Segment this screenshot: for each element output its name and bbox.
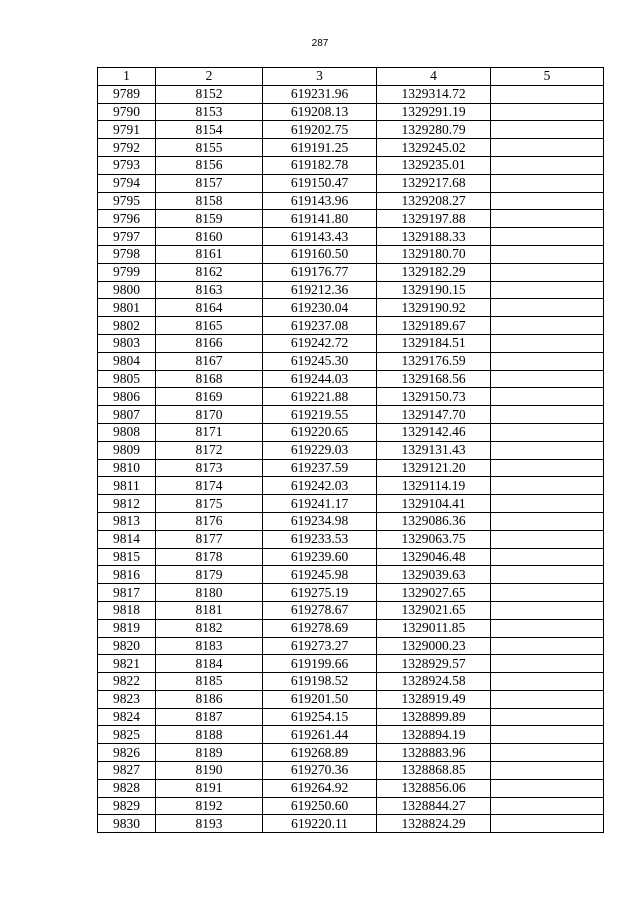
point-number-cell: 8176 <box>156 512 263 530</box>
point-number-cell: 8174 <box>156 477 263 495</box>
table-row <box>98 477 604 495</box>
point-number-cell: 8188 <box>156 726 263 744</box>
point-number-cell: 8169 <box>156 388 263 406</box>
point-number-cell: 8171 <box>156 423 263 441</box>
row-number-cell: 9814 <box>98 530 156 548</box>
point-number-cell: 8189 <box>156 744 263 762</box>
point-number-cell: 8153 <box>156 103 263 121</box>
y-coordinate-cell: 1329131.43 <box>377 441 491 459</box>
row-number-cell: 9792 <box>98 139 156 157</box>
y-coordinate-cell: 1328924.58 <box>377 673 491 691</box>
x-coordinate-cell: 619245.30 <box>263 352 377 370</box>
note-cell <box>491 495 604 513</box>
table-row <box>98 512 604 530</box>
table-row <box>98 174 604 192</box>
point-number-cell: 8166 <box>156 334 263 352</box>
point-number-cell: 8164 <box>156 299 263 317</box>
y-coordinate-cell: 1329000.23 <box>377 637 491 655</box>
row-number-cell: 9819 <box>98 619 156 637</box>
y-coordinate-cell: 1328899.89 <box>377 708 491 726</box>
note-cell <box>491 245 604 263</box>
table-row <box>98 121 604 139</box>
x-coordinate-cell: 619237.08 <box>263 317 377 335</box>
table-row <box>98 655 604 673</box>
x-coordinate-cell: 619208.13 <box>263 103 377 121</box>
note-cell <box>491 815 604 833</box>
point-number-cell: 8163 <box>156 281 263 299</box>
note-cell <box>491 370 604 388</box>
table-body <box>98 85 604 832</box>
x-coordinate-cell: 619191.25 <box>263 139 377 157</box>
note-cell <box>491 459 604 477</box>
column-header-5: 5 <box>491 68 604 86</box>
table-row <box>98 619 604 637</box>
note-cell <box>491 174 604 192</box>
x-coordinate-cell: 619176.77 <box>263 263 377 281</box>
note-cell <box>491 726 604 744</box>
note-cell <box>491 548 604 566</box>
point-number-cell: 8168 <box>156 370 263 388</box>
point-number-cell: 8182 <box>156 619 263 637</box>
x-coordinate-cell: 619141.80 <box>263 210 377 228</box>
note-cell <box>491 566 604 584</box>
x-coordinate-cell: 619242.72 <box>263 334 377 352</box>
point-number-cell: 8180 <box>156 584 263 602</box>
point-number-cell: 8157 <box>156 174 263 192</box>
point-number-cell: 8175 <box>156 495 263 513</box>
row-number-cell: 9823 <box>98 690 156 708</box>
point-number-cell: 8190 <box>156 762 263 780</box>
row-number-cell: 9807 <box>98 406 156 424</box>
y-coordinate-cell: 1329197.88 <box>377 210 491 228</box>
y-coordinate-cell: 1329280.79 <box>377 121 491 139</box>
point-number-cell: 8161 <box>156 245 263 263</box>
row-number-cell: 9813 <box>98 512 156 530</box>
note-cell <box>491 139 604 157</box>
note-cell <box>491 423 604 441</box>
y-coordinate-cell: 1329086.36 <box>377 512 491 530</box>
y-coordinate-cell: 1329184.51 <box>377 334 491 352</box>
y-coordinate-cell: 1329314.72 <box>377 85 491 103</box>
note-cell <box>491 690 604 708</box>
x-coordinate-cell: 619233.53 <box>263 530 377 548</box>
x-coordinate-cell: 619231.96 <box>263 85 377 103</box>
row-number-cell: 9795 <box>98 192 156 210</box>
table-row <box>98 103 604 121</box>
table-row <box>98 245 604 263</box>
point-number-cell: 8179 <box>156 566 263 584</box>
row-number-cell: 9798 <box>98 245 156 263</box>
x-coordinate-cell: 619239.60 <box>263 548 377 566</box>
table-row <box>98 192 604 210</box>
column-header-2: 2 <box>156 68 263 86</box>
x-coordinate-cell: 619264.92 <box>263 779 377 797</box>
table-row <box>98 779 604 797</box>
table-row <box>98 210 604 228</box>
row-number-cell: 9805 <box>98 370 156 388</box>
y-coordinate-cell: 1329027.65 <box>377 584 491 602</box>
note-cell <box>491 762 604 780</box>
table-row <box>98 317 604 335</box>
note-cell <box>491 121 604 139</box>
table-row <box>98 601 604 619</box>
row-number-cell: 9821 <box>98 655 156 673</box>
table-row <box>98 744 604 762</box>
row-number-cell: 9825 <box>98 726 156 744</box>
table-row <box>98 441 604 459</box>
y-coordinate-cell: 1329142.46 <box>377 423 491 441</box>
row-number-cell: 9820 <box>98 637 156 655</box>
row-number-cell: 9811 <box>98 477 156 495</box>
x-coordinate-cell: 619160.50 <box>263 245 377 263</box>
row-number-cell: 9827 <box>98 762 156 780</box>
note-cell <box>491 263 604 281</box>
x-coordinate-cell: 619143.96 <box>263 192 377 210</box>
row-number-cell: 9817 <box>98 584 156 602</box>
table-row <box>98 156 604 174</box>
x-coordinate-cell: 619237.59 <box>263 459 377 477</box>
point-number-cell: 8167 <box>156 352 263 370</box>
y-coordinate-cell: 1329176.59 <box>377 352 491 370</box>
x-coordinate-cell: 619143.43 <box>263 228 377 246</box>
point-number-cell: 8193 <box>156 815 263 833</box>
y-coordinate-cell: 1329189.67 <box>377 317 491 335</box>
y-coordinate-cell: 1329291.19 <box>377 103 491 121</box>
y-coordinate-cell: 1328868.85 <box>377 762 491 780</box>
y-coordinate-cell: 1328929.57 <box>377 655 491 673</box>
y-coordinate-cell: 1329190.15 <box>377 281 491 299</box>
table-row <box>98 228 604 246</box>
y-coordinate-cell: 1329039.63 <box>377 566 491 584</box>
x-coordinate-cell: 619212.36 <box>263 281 377 299</box>
y-coordinate-cell: 1329245.02 <box>377 139 491 157</box>
x-coordinate-cell: 619219.55 <box>263 406 377 424</box>
x-coordinate-cell: 619230.04 <box>263 299 377 317</box>
y-coordinate-cell: 1329150.73 <box>377 388 491 406</box>
row-number-cell: 9790 <box>98 103 156 121</box>
table-row <box>98 584 604 602</box>
note-cell <box>491 334 604 352</box>
point-number-cell: 8160 <box>156 228 263 246</box>
row-number-cell: 9828 <box>98 779 156 797</box>
row-number-cell: 9801 <box>98 299 156 317</box>
table-row <box>98 388 604 406</box>
x-coordinate-cell: 619199.66 <box>263 655 377 673</box>
row-number-cell: 9806 <box>98 388 156 406</box>
point-number-cell: 8181 <box>156 601 263 619</box>
table-row <box>98 281 604 299</box>
y-coordinate-cell: 1329021.65 <box>377 601 491 619</box>
note-cell <box>491 299 604 317</box>
table-row <box>98 726 604 744</box>
table-row <box>98 637 604 655</box>
point-number-cell: 8159 <box>156 210 263 228</box>
note-cell <box>491 210 604 228</box>
table-row <box>98 495 604 513</box>
y-coordinate-cell: 1328894.19 <box>377 726 491 744</box>
y-coordinate-cell: 1329011.85 <box>377 619 491 637</box>
y-coordinate-cell: 1329190.92 <box>377 299 491 317</box>
table-row <box>98 352 604 370</box>
point-number-cell: 8178 <box>156 548 263 566</box>
point-number-cell: 8177 <box>156 530 263 548</box>
y-coordinate-cell: 1329046.48 <box>377 548 491 566</box>
x-coordinate-cell: 619268.89 <box>263 744 377 762</box>
x-coordinate-cell: 619220.65 <box>263 423 377 441</box>
note-cell <box>491 156 604 174</box>
point-number-cell: 8156 <box>156 156 263 174</box>
note-cell <box>491 352 604 370</box>
row-number-cell: 9815 <box>98 548 156 566</box>
table-row <box>98 815 604 833</box>
row-number-cell: 9796 <box>98 210 156 228</box>
note-cell <box>491 512 604 530</box>
note-cell <box>491 779 604 797</box>
x-coordinate-cell: 619220.11 <box>263 815 377 833</box>
x-coordinate-cell: 619275.19 <box>263 584 377 602</box>
row-number-cell: 9800 <box>98 281 156 299</box>
row-number-cell: 9791 <box>98 121 156 139</box>
coordinates-table <box>97 67 604 833</box>
column-header-3: 3 <box>263 68 377 86</box>
note-cell <box>491 103 604 121</box>
row-number-cell: 9812 <box>98 495 156 513</box>
table-row <box>98 548 604 566</box>
row-number-cell: 9822 <box>98 673 156 691</box>
row-number-cell: 9789 <box>98 85 156 103</box>
note-cell <box>491 601 604 619</box>
x-coordinate-cell: 619229.03 <box>263 441 377 459</box>
point-number-cell: 8192 <box>156 797 263 815</box>
row-number-cell: 9797 <box>98 228 156 246</box>
table-row <box>98 334 604 352</box>
row-number-cell: 9824 <box>98 708 156 726</box>
table-row <box>98 673 604 691</box>
note-cell <box>491 530 604 548</box>
table-row <box>98 762 604 780</box>
table-row <box>98 139 604 157</box>
y-coordinate-cell: 1328824.29 <box>377 815 491 833</box>
x-coordinate-cell: 619273.27 <box>263 637 377 655</box>
point-number-cell: 8154 <box>156 121 263 139</box>
x-coordinate-cell: 619182.78 <box>263 156 377 174</box>
y-coordinate-cell: 1329147.70 <box>377 406 491 424</box>
row-number-cell: 9830 <box>98 815 156 833</box>
note-cell <box>491 85 604 103</box>
note-cell <box>491 744 604 762</box>
point-number-cell: 8191 <box>156 779 263 797</box>
y-coordinate-cell: 1329182.29 <box>377 263 491 281</box>
note-cell <box>491 388 604 406</box>
note-cell <box>491 619 604 637</box>
point-number-cell: 8155 <box>156 139 263 157</box>
y-coordinate-cell: 1329180.70 <box>377 245 491 263</box>
point-number-cell: 8172 <box>156 441 263 459</box>
x-coordinate-cell: 619278.69 <box>263 619 377 637</box>
table-row <box>98 690 604 708</box>
note-cell <box>491 584 604 602</box>
note-cell <box>491 797 604 815</box>
point-number-cell: 8162 <box>156 263 263 281</box>
note-cell <box>491 228 604 246</box>
row-number-cell: 9809 <box>98 441 156 459</box>
table-row <box>98 299 604 317</box>
x-coordinate-cell: 619278.67 <box>263 601 377 619</box>
point-number-cell: 8152 <box>156 85 263 103</box>
row-number-cell: 9818 <box>98 601 156 619</box>
table-row <box>98 263 604 281</box>
page-number: 287 <box>311 38 329 49</box>
x-coordinate-cell: 619250.60 <box>263 797 377 815</box>
y-coordinate-cell: 1329208.27 <box>377 192 491 210</box>
row-number-cell: 9799 <box>98 263 156 281</box>
x-coordinate-cell: 619221.88 <box>263 388 377 406</box>
row-number-cell: 9794 <box>98 174 156 192</box>
y-coordinate-cell: 1329063.75 <box>377 530 491 548</box>
row-number-cell: 9816 <box>98 566 156 584</box>
x-coordinate-cell: 619241.17 <box>263 495 377 513</box>
x-coordinate-cell: 619150.47 <box>263 174 377 192</box>
note-cell <box>491 406 604 424</box>
y-coordinate-cell: 1328844.27 <box>377 797 491 815</box>
y-coordinate-cell: 1329114.19 <box>377 477 491 495</box>
row-number-cell: 9802 <box>98 317 156 335</box>
table-row <box>98 85 604 103</box>
point-number-cell: 8165 <box>156 317 263 335</box>
table-row <box>98 406 604 424</box>
note-cell <box>491 655 604 673</box>
row-number-cell: 9803 <box>98 334 156 352</box>
point-number-cell: 8173 <box>156 459 263 477</box>
table-row <box>98 530 604 548</box>
row-number-cell: 9808 <box>98 423 156 441</box>
x-coordinate-cell: 619202.75 <box>263 121 377 139</box>
row-number-cell: 9810 <box>98 459 156 477</box>
x-coordinate-cell: 619234.98 <box>263 512 377 530</box>
x-coordinate-cell: 619270.36 <box>263 762 377 780</box>
note-cell <box>491 477 604 495</box>
column-header-1: 1 <box>98 68 156 86</box>
table-row <box>98 566 604 584</box>
y-coordinate-cell: 1329121.20 <box>377 459 491 477</box>
point-number-cell: 8183 <box>156 637 263 655</box>
point-number-cell: 8158 <box>156 192 263 210</box>
x-coordinate-cell: 619245.98 <box>263 566 377 584</box>
y-coordinate-cell: 1328856.06 <box>377 779 491 797</box>
y-coordinate-cell: 1329104.41 <box>377 495 491 513</box>
note-cell <box>491 192 604 210</box>
table-row <box>98 797 604 815</box>
x-coordinate-cell: 619254.15 <box>263 708 377 726</box>
point-number-cell: 8187 <box>156 708 263 726</box>
note-cell <box>491 441 604 459</box>
row-number-cell: 9804 <box>98 352 156 370</box>
note-cell <box>491 673 604 691</box>
x-coordinate-cell: 619261.44 <box>263 726 377 744</box>
y-coordinate-cell: 1329168.56 <box>377 370 491 388</box>
x-coordinate-cell: 619242.03 <box>263 477 377 495</box>
y-coordinate-cell: 1329188.33 <box>377 228 491 246</box>
y-coordinate-cell: 1329235.01 <box>377 156 491 174</box>
table-row <box>98 423 604 441</box>
row-number-cell: 9829 <box>98 797 156 815</box>
x-coordinate-cell: 619198.52 <box>263 673 377 691</box>
note-cell <box>491 317 604 335</box>
point-number-cell: 8186 <box>156 690 263 708</box>
note-cell <box>491 637 604 655</box>
table-header-row <box>98 68 604 86</box>
table-row <box>98 459 604 477</box>
point-number-cell: 8185 <box>156 673 263 691</box>
y-coordinate-cell: 1329217.68 <box>377 174 491 192</box>
row-number-cell: 9826 <box>98 744 156 762</box>
y-coordinate-cell: 1328919.49 <box>377 690 491 708</box>
row-number-cell: 9793 <box>98 156 156 174</box>
point-number-cell: 8184 <box>156 655 263 673</box>
column-header-4: 4 <box>377 68 491 86</box>
table-row <box>98 708 604 726</box>
note-cell <box>491 281 604 299</box>
x-coordinate-cell: 619244.03 <box>263 370 377 388</box>
note-cell <box>491 708 604 726</box>
x-coordinate-cell: 619201.50 <box>263 690 377 708</box>
table-row <box>98 370 604 388</box>
point-number-cell: 8170 <box>156 406 263 424</box>
y-coordinate-cell: 1328883.96 <box>377 744 491 762</box>
